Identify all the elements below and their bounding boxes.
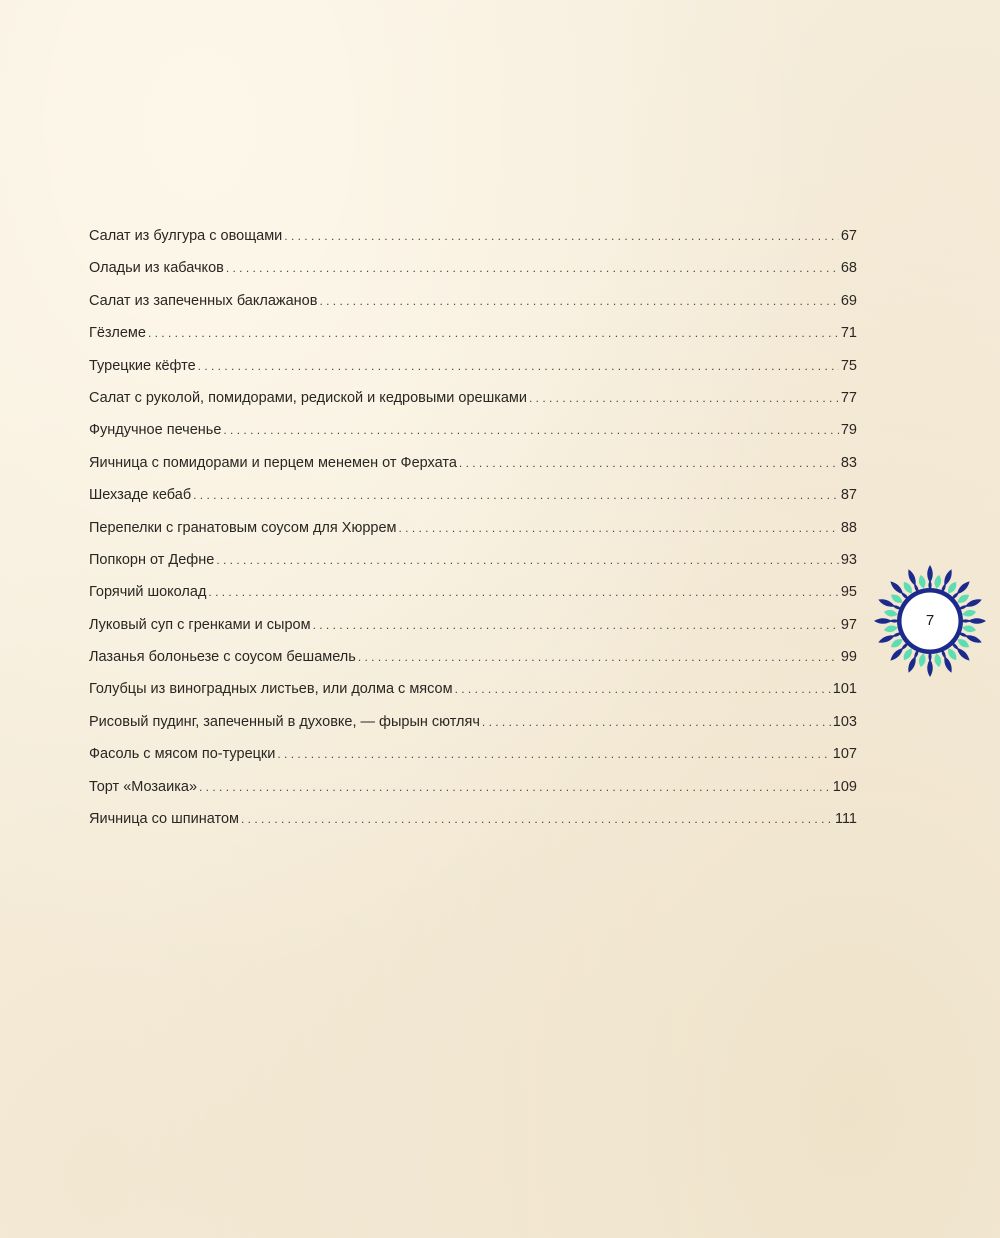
toc-entry-title: Фасоль с мясом по-турецки <box>89 746 276 763</box>
toc-entry <box>89 256 857 288</box>
toc-entry-page: 93 <box>840 551 857 568</box>
toc-entry-page: 83 <box>840 454 857 471</box>
toc-dot-leader <box>208 580 838 604</box>
toc-entry-title: Рисовый пудинг, запеченный в духовке, — фырын сютляч <box>89 713 480 730</box>
page-number: 7 <box>925 612 935 629</box>
toc-entry-title: Турецкие кёфте <box>89 357 196 374</box>
toc-entry-title: Голубцы из виноградных листьев, или долма с мясом <box>89 681 453 698</box>
toc-entry-title: Яичница со шпинатом <box>89 811 239 828</box>
toc-dot-leader <box>455 677 831 701</box>
toc-dot-leader <box>358 645 839 669</box>
toc-dot-leader <box>277 742 830 766</box>
toc-dot-leader <box>198 354 839 378</box>
toc-entry <box>89 580 857 612</box>
toc-entry-page: 67 <box>840 228 857 244</box>
toc-entry <box>89 483 857 515</box>
toc-entry-title: Оладьи из кабачков <box>89 260 224 277</box>
toc-entry-page: 103 <box>832 713 857 730</box>
toc-entry-page: 77 <box>840 389 857 406</box>
toc-entry <box>89 451 857 483</box>
toc-entry <box>89 516 857 548</box>
toc-dot-leader <box>199 775 831 799</box>
toc-dot-leader <box>241 807 833 831</box>
toc-entry-title: Фундучное печенье <box>89 422 222 439</box>
toc-entry <box>89 710 857 742</box>
toc-entry-title: Лазанья болоньезе с соусом бешамель <box>89 649 356 666</box>
toc-entry-title: Салат с руколой, помидорами, редиской и кедровыми орешками <box>89 389 527 406</box>
toc-entry-page: 71 <box>840 325 857 342</box>
toc-entry <box>89 677 857 709</box>
toc-entry-title: Перепелки с гранатовым соусом для Хюррем <box>89 519 397 536</box>
toc-entry <box>89 386 857 418</box>
toc-entry-title: Луковый суп с гренками и сыром <box>89 616 311 633</box>
toc-entry-page: 101 <box>832 681 857 698</box>
toc-entry <box>89 645 857 677</box>
toc-entry-page: 109 <box>832 778 857 795</box>
toc-dot-leader <box>223 418 838 442</box>
toc-entry <box>89 807 857 839</box>
toc-entry-page: 69 <box>840 292 857 309</box>
toc-entry-page: 68 <box>840 260 857 277</box>
toc-entry-title: Салат из запеченных баклажанов <box>89 292 318 309</box>
toc-entry-page: 111 <box>834 811 857 828</box>
toc-entry-title: Шехзаде кебаб <box>89 487 192 504</box>
toc-entry <box>89 613 857 645</box>
toc-dot-leader <box>319 289 838 313</box>
toc-entry-page: 75 <box>840 357 857 374</box>
page-number-badge <box>873 564 987 678</box>
toc-entry-page: 88 <box>840 519 857 536</box>
toc-entry <box>89 742 857 774</box>
toc-entry <box>89 321 857 353</box>
toc-dot-leader <box>313 613 839 637</box>
toc-entry-title: Торт «Мозаика» <box>89 778 198 795</box>
toc-dot-leader <box>398 516 838 540</box>
toc-entry <box>89 224 857 256</box>
toc-entry-page: 99 <box>840 649 857 666</box>
toc-entry-title: Попкорн от Дефне <box>89 551 215 568</box>
toc-dot-leader <box>482 710 831 734</box>
toc-dot-leader <box>193 483 839 507</box>
toc-entry-title: Горячий шоколад <box>89 584 207 601</box>
toc-entry-page: 79 <box>840 422 857 439</box>
toc-entry-title: Яичница с помидорами и перцем менемен от Ферхата <box>89 454 457 471</box>
toc-dot-leader <box>148 321 839 345</box>
toc-entry-title: Гёзлеме <box>89 325 146 342</box>
toc-entry <box>89 289 857 321</box>
toc-dot-leader <box>284 224 839 248</box>
toc-entry-page: 87 <box>840 487 857 504</box>
toc-dot-leader <box>216 548 839 572</box>
toc-entry <box>89 548 857 580</box>
toc-entry <box>89 775 857 807</box>
table-of-contents <box>89 224 857 839</box>
toc-dot-leader <box>529 386 839 410</box>
toc-entry-page: 95 <box>840 584 857 601</box>
toc-entry-page: 97 <box>840 616 857 633</box>
toc-entry-title: Салат из булгура с овощами <box>89 228 283 244</box>
toc-entry <box>89 354 857 386</box>
toc-entry <box>89 418 857 450</box>
toc-dot-leader <box>226 256 839 280</box>
toc-dot-leader <box>459 451 839 475</box>
toc-entry-page: 107 <box>832 746 857 763</box>
